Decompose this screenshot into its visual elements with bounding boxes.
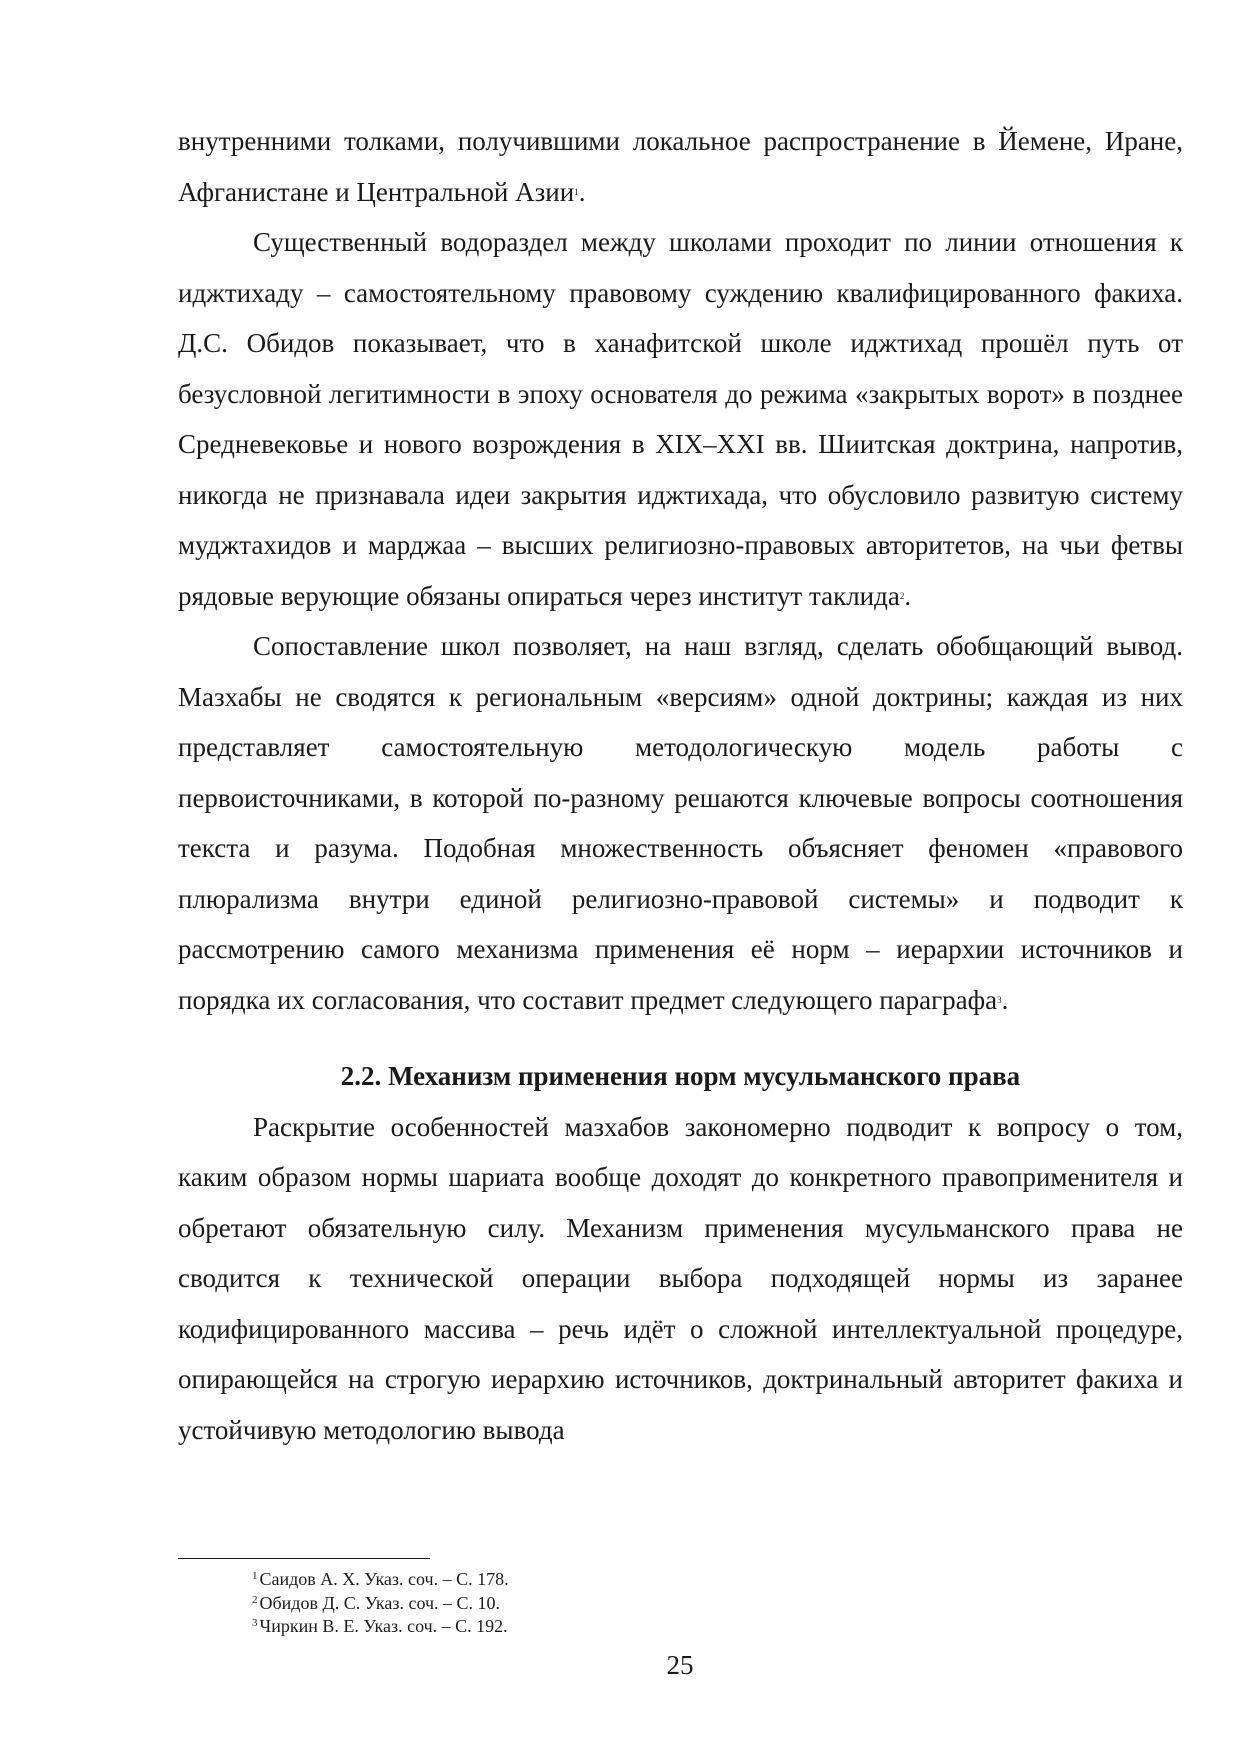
page-number: 25: [666, 1650, 694, 1680]
footnote-ref-2[interactable]: 2: [899, 590, 905, 601]
paragraph-1-text: внутренними толками, получившими локальное распространение в Йемене, Иране, Афганистане и Центральной Азии: [178, 126, 1183, 207]
footnotes: [252, 1568, 1152, 1639]
footnote-text-3: Чиркин В. Е. Указ. соч. – С. 192.: [259, 1616, 508, 1636]
paragraph-3-text: Сопоставление школ позволяет, на наш взгляд, сделать обобщающий вывод. Мазхабы не сводятся к региональным «версиям» одной доктрины; каждая из них представляет самостоятельную методологическую модель работы с первоисточниками, в которой по-разному решаются ключевые вопросы соотношения текста и разума. Подобная множественность объясняет феномен «правового плюрализма внутри единой религиозно-правовой системы» и подводит к рассмотрению самого механизма применения её норм – иерархии источников и порядка их согласования, что составит предмет следующего параграфа: [178, 631, 1183, 1015]
footnote-text-2: Обидов Д. С. Указ. соч. – С. 10.: [259, 1592, 501, 1613]
footnote-separator: [178, 1558, 430, 1559]
paragraph-1-tail: .: [578, 176, 586, 207]
paragraph-3-tail: .: [1001, 984, 1009, 1015]
footnote-ref-3[interactable]: 3: [997, 994, 1002, 1005]
footnote-number-3: 3: [252, 1617, 258, 1629]
paragraph-3: [178, 621, 1183, 1025]
paragraph-1: [178, 116, 1183, 217]
paragraph-2-tail: .: [904, 580, 912, 611]
footnote-1: [252, 1568, 1152, 1592]
section-heading: 2.2. Механизм применения норм мусульманского права: [340, 1061, 1021, 1091]
footnote-2: [252, 1592, 1152, 1616]
footnote-ref-1[interactable]: 1: [574, 186, 579, 197]
footnote-number-2: 2: [252, 1593, 258, 1606]
main-text: [178, 116, 1183, 1455]
paragraph-2-text: Существенный водораздел между школами проходит по линии отношения к иджтихаду – самостоятельному правовому суждению квалифицированного факиха. Д.С. Обидов показывает, что в ханафитской школе иджтихад прошёл путь от безусловной легитимности в эпоху основателя до режима «закрытых ворот» в позднее Средневековье и нового возрождения в XIX–XXI вв. Шиитская доктрина, напротив, никогда не признавала идеи закрытия иджтихада, что обусловило развитую систему муджтахидов и марджаа – высших религиозно-правовых авторитетов, на чьи фетвы рядовые верующие обязаны опираться через институт таклида: [178, 227, 1183, 611]
footnote-text-1: Саидов А. Х. Указ. соч. – С. 178.: [259, 1569, 509, 1589]
section-paragraph: Раскрытие особенностей мазхабов закономерно подводит к вопросу о том, каким образом нормы шариата вообще доходят до конкретного правоприменителя и обретают обязательную силу. Механизм применения мусульманского права не сводится к технической операции выбора подходящей нормы из заранее кодифицированного массива – речь идёт о сложной интеллектуальной процедуре, опирающейся на строгую иерархию источников, доктринальный авторитет факиха и устойчивую методологию вывода: [178, 1111, 1183, 1445]
footnote-3: [252, 1615, 1152, 1639]
footnote-number-1: 1: [252, 1570, 258, 1582]
paragraph-2: [178, 217, 1183, 621]
